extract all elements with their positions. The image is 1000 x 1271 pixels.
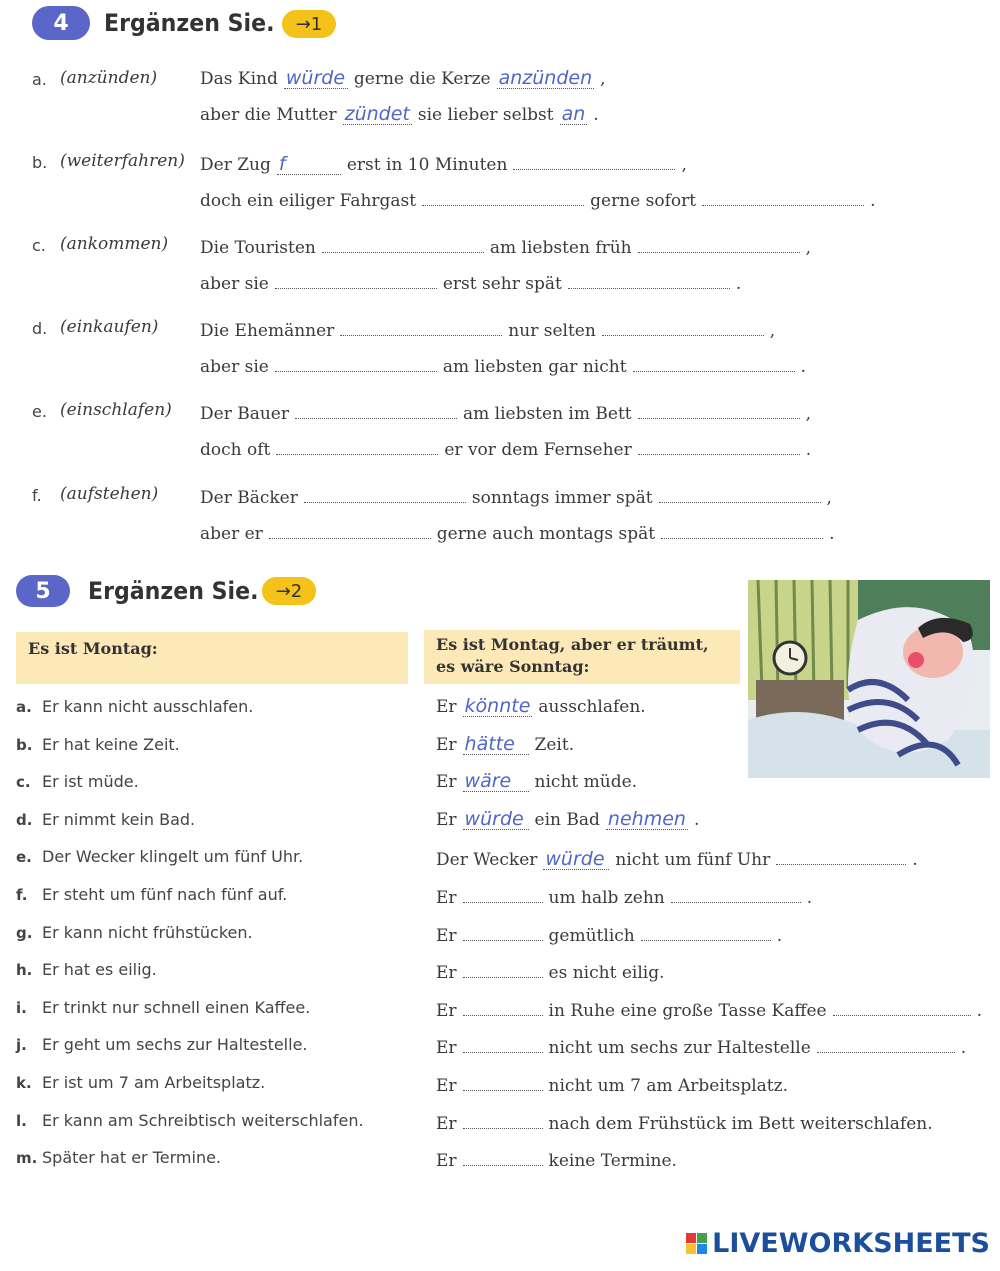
answer-filled[interactable]: würde xyxy=(463,809,529,830)
verb-hint: (anzünden) xyxy=(60,68,158,88)
answer-blank[interactable] xyxy=(638,436,800,455)
sentence-line-2 xyxy=(200,436,811,460)
item-letter: b. xyxy=(32,153,48,172)
right-sentence xyxy=(436,922,782,946)
answer-blank[interactable] xyxy=(833,997,971,1016)
sentence-text: am liebsten im Bett xyxy=(462,404,632,424)
sentence-text: Er geht um sechs zur Haltestelle. xyxy=(42,1035,308,1054)
punctuation: . xyxy=(735,274,742,294)
item-letter: g. xyxy=(16,924,33,942)
punctuation: . xyxy=(800,357,806,377)
right-sentence xyxy=(436,809,699,830)
sentence-line-2 xyxy=(200,270,741,294)
sentence-text: Er xyxy=(436,1076,457,1096)
sentence-text: Das Kind xyxy=(200,69,278,89)
punctuation: , xyxy=(805,404,812,424)
answer-blank[interactable] xyxy=(568,270,730,289)
answer-blank[interactable] xyxy=(817,1034,955,1053)
sentence-text: Er nimmt kein Bad. xyxy=(42,810,196,829)
answer-filled[interactable]: hätte xyxy=(463,734,529,755)
sentence-text: am liebsten früh xyxy=(489,238,632,258)
answer-filled[interactable]: zündet xyxy=(344,103,410,125)
answer-filled[interactable]: nehmen xyxy=(607,808,686,830)
punctuation: . xyxy=(829,524,835,544)
answer-blank[interactable] xyxy=(659,484,821,503)
right-sentence xyxy=(436,771,637,792)
left-column-header: Es ist Montag: xyxy=(16,632,408,684)
sentence-text: Er hat es eilig. xyxy=(42,960,157,979)
left-sentence xyxy=(16,923,253,942)
sentence-text: Er kann am Schreibtisch weiterschlafen. xyxy=(42,1111,364,1130)
left-sentence xyxy=(16,1111,364,1130)
sentence-text: Er steht um fünf nach fünf auf. xyxy=(42,885,288,904)
punctuation: . xyxy=(776,926,783,946)
item-letter: j. xyxy=(16,1036,27,1054)
sentence-line-2 xyxy=(200,353,806,377)
item-letter: e. xyxy=(16,848,32,866)
logo-square xyxy=(697,1244,707,1254)
sentence-text: aber sie xyxy=(200,357,269,377)
sentence-text: gemütlich xyxy=(548,926,635,946)
item-letter: c. xyxy=(32,236,46,255)
verb-hint: (aufstehen) xyxy=(60,484,159,504)
verb-hint: (ankommen) xyxy=(60,234,169,254)
sentence-text: Der Bauer xyxy=(200,404,289,424)
left-sentence xyxy=(16,998,310,1017)
sentence-text: in Ruhe eine große Tasse Kaffee xyxy=(548,1001,827,1021)
sentence-text: nicht um fünf Uhr xyxy=(615,850,771,870)
answer-filled[interactable]: an xyxy=(561,103,586,125)
sentence-line-2 xyxy=(200,520,835,544)
item-letter: a. xyxy=(32,70,47,89)
sentence-text: gerne die Kerze xyxy=(353,69,491,89)
right-sentence xyxy=(436,959,664,983)
answer-blank[interactable] xyxy=(275,353,437,372)
punctuation: , xyxy=(600,69,606,89)
punctuation: . xyxy=(870,191,876,211)
left-sentence xyxy=(16,697,253,716)
item-letter: c. xyxy=(16,773,31,791)
answer-blank[interactable] xyxy=(275,270,437,289)
item-letter: a. xyxy=(16,698,32,716)
punctuation: . xyxy=(593,105,599,125)
right-sentence xyxy=(436,734,574,755)
sentence-text: aber die Mutter xyxy=(200,105,337,125)
sentence-line-1 xyxy=(200,484,832,508)
sentence-text: nicht um 7 am Arbeitsplatz. xyxy=(548,1076,788,1096)
logo-square xyxy=(686,1244,696,1254)
sentence-text: Er ist um 7 am Arbeitsplatz. xyxy=(42,1073,266,1092)
answer-blank[interactable] xyxy=(463,1072,543,1091)
right-sentence xyxy=(436,846,918,870)
item-letter: i. xyxy=(16,999,27,1017)
sentence-text: Er xyxy=(436,697,457,717)
punctuation: , xyxy=(805,238,812,258)
right-sentence xyxy=(436,997,982,1021)
punctuation: . xyxy=(976,1001,982,1021)
sentence-line-1 xyxy=(200,317,775,341)
sentence-text: keine Termine. xyxy=(548,1151,677,1171)
liveworksheets-logo xyxy=(686,1228,990,1259)
answer-blank[interactable] xyxy=(322,234,484,253)
sentence-text: Er xyxy=(436,735,457,755)
sentence-text: Er xyxy=(436,1114,457,1134)
sentence-text: ein Bad xyxy=(534,810,600,830)
answer-blank[interactable] xyxy=(269,520,431,539)
sentence-line-2 xyxy=(200,187,875,211)
left-sentence xyxy=(16,1148,221,1167)
answer-blank[interactable] xyxy=(295,400,457,419)
sentence-text: erst sehr spät xyxy=(442,274,562,294)
logo-square xyxy=(697,1233,707,1243)
sentence-text: Er xyxy=(436,1038,457,1058)
sentence-text: Er ist müde. xyxy=(42,772,139,791)
right-column-header: Es ist Montag, aber er träumt, es wäre Sonntag: xyxy=(424,630,740,684)
left-sentence xyxy=(16,810,195,829)
right-sentence xyxy=(436,696,646,717)
answer-filled[interactable]: könnte xyxy=(464,695,531,717)
left-sentence xyxy=(16,735,180,754)
right-sentence xyxy=(436,1034,966,1058)
sentence-text: nur selten xyxy=(508,321,596,341)
answer-blank[interactable] xyxy=(776,846,906,865)
verb-hint: (einschlafen) xyxy=(60,400,172,420)
sentence-text: gerne sofort xyxy=(590,191,697,211)
sentence-text: ausschlafen. xyxy=(538,697,646,717)
sentence-text: Zeit. xyxy=(534,735,575,755)
sentence-text: Die Touristen xyxy=(200,238,316,258)
answer-blank[interactable] xyxy=(641,922,771,941)
answer-blank[interactable] xyxy=(463,884,543,903)
answer-blank[interactable] xyxy=(638,234,800,253)
answer-blank[interactable] xyxy=(671,884,801,903)
sentence-text: Er hat keine Zeit. xyxy=(42,735,180,754)
logo-text: LIVEWORKSHEETS xyxy=(712,1228,990,1259)
answer-filled[interactable]: anzünden xyxy=(498,67,593,89)
answer-blank[interactable] xyxy=(340,317,502,336)
sentence-text: am liebsten gar nicht xyxy=(442,357,627,377)
answer-blank[interactable] xyxy=(602,317,764,336)
answer-blank[interactable] xyxy=(463,1110,543,1129)
sentence-line-1 xyxy=(200,151,687,175)
answer-blank[interactable] xyxy=(463,997,543,1016)
sentence-line-1 xyxy=(200,400,811,424)
sentence-text: aber sie xyxy=(200,274,269,294)
item-letter: d. xyxy=(32,319,48,338)
sentence-text: er vor dem Fernseher xyxy=(444,440,632,460)
item-letter: l. xyxy=(16,1112,27,1130)
punctuation: , xyxy=(826,488,832,508)
sentence-text: sonntags immer spät xyxy=(471,488,653,508)
sentence-text: Er xyxy=(436,772,457,792)
punctuation: . xyxy=(960,1038,967,1058)
sentence-text: Der Bäcker xyxy=(200,488,298,508)
left-sentence xyxy=(16,960,157,979)
punctuation: . xyxy=(805,440,812,460)
left-sentence xyxy=(16,1035,308,1054)
right-sentence xyxy=(436,1147,677,1171)
answer-blank[interactable] xyxy=(661,520,823,539)
answer-blank[interactable] xyxy=(638,400,800,419)
item-letter: d. xyxy=(16,811,33,829)
right-sentence xyxy=(436,1110,933,1134)
sentence-text: Er kann nicht ausschlafen. xyxy=(42,697,254,716)
exercise-number-badge: 5 xyxy=(16,575,70,607)
answer-filled[interactable]: würde xyxy=(543,849,609,870)
left-sentence xyxy=(16,1073,265,1092)
punctuation: , xyxy=(769,321,776,341)
item-letter: m. xyxy=(16,1149,38,1167)
reference-badge: →2 xyxy=(262,577,316,605)
left-sentence xyxy=(16,847,303,866)
sentence-text: Er xyxy=(436,963,457,983)
verb-hint: (weiterfahren) xyxy=(60,151,185,171)
sentence-text: um halb zehn xyxy=(548,888,665,908)
item-letter: f. xyxy=(16,886,28,904)
answer-blank[interactable] xyxy=(702,187,864,206)
sentence-text: Er kann nicht frühstücken. xyxy=(42,923,253,942)
item-letter: b. xyxy=(16,736,33,754)
item-letter: h. xyxy=(16,961,33,979)
answer-filled[interactable]: wäre xyxy=(463,771,529,792)
answer-filled[interactable]: würde xyxy=(284,68,348,89)
verb-hint: (einkaufen) xyxy=(60,317,159,337)
answer-blank[interactable] xyxy=(463,922,543,941)
logo-icon xyxy=(686,1233,708,1255)
answer-blank[interactable] xyxy=(513,151,675,170)
sentence-line-1 xyxy=(200,68,606,89)
sentence-line-2 xyxy=(200,104,599,125)
answer-blank[interactable] xyxy=(463,1147,543,1166)
sentence-text: sie lieber selbst xyxy=(417,105,554,125)
sentence-text: nicht um sechs zur Haltestelle xyxy=(548,1038,811,1058)
punctuation: , xyxy=(681,155,687,175)
sentence-text: Die Ehemänner xyxy=(200,321,335,341)
right-sentence xyxy=(436,884,812,908)
answer-blank[interactable] xyxy=(463,959,543,978)
answer-filled[interactable]: f xyxy=(277,154,341,175)
reference-badge: →1 xyxy=(282,10,336,38)
punctuation: . xyxy=(693,810,700,830)
right-sentence xyxy=(436,1072,788,1096)
sentence-text: gerne auch montags spät xyxy=(436,524,656,544)
answer-blank[interactable] xyxy=(276,436,438,455)
left-sentence xyxy=(16,772,139,791)
sentence-text: Der Wecker klingelt um fünf Uhr. xyxy=(42,847,304,866)
sentence-line-1 xyxy=(200,234,811,258)
punctuation: . xyxy=(912,850,918,870)
answer-blank[interactable] xyxy=(422,187,584,206)
sentence-text: nach dem Frühstück im Bett weiterschlafen. xyxy=(548,1114,933,1134)
sentence-text: Er xyxy=(436,1151,457,1171)
sentence-text: doch ein eiliger Fahrgast xyxy=(200,191,417,211)
item-letter: e. xyxy=(32,402,47,421)
sentence-text: aber er xyxy=(200,524,263,544)
sleeping-man-illustration xyxy=(748,580,990,778)
sentence-text: Später hat er Termine. xyxy=(42,1148,222,1167)
punctuation: . xyxy=(806,888,813,908)
sentence-text: doch oft xyxy=(200,440,271,460)
sentence-text: Er xyxy=(436,926,457,946)
item-letter: f. xyxy=(32,486,42,505)
sentence-text: Er xyxy=(436,810,457,830)
left-sentence xyxy=(16,885,287,904)
item-letter: k. xyxy=(16,1074,32,1092)
answer-blank[interactable] xyxy=(463,1034,543,1053)
exercise-number-badge: 4 xyxy=(32,6,90,40)
logo-square xyxy=(686,1233,696,1243)
exercise-title: Ergänzen Sie. xyxy=(104,9,275,37)
answer-blank[interactable] xyxy=(633,353,795,372)
sentence-text: es nicht eilig. xyxy=(548,963,665,983)
sentence-text: Er trinkt nur schnell einen Kaffee. xyxy=(42,998,311,1017)
sentence-text: erst in 10 Minuten xyxy=(346,155,508,175)
sentence-text: Er xyxy=(436,1001,457,1021)
sentence-text: Der Zug xyxy=(200,155,271,175)
sentence-text: Er xyxy=(436,888,457,908)
sentence-text: Der Wecker xyxy=(436,850,538,870)
exercise-title: Ergänzen Sie. xyxy=(88,577,259,605)
answer-blank[interactable] xyxy=(304,484,466,503)
sentence-text: nicht müde. xyxy=(534,772,638,792)
